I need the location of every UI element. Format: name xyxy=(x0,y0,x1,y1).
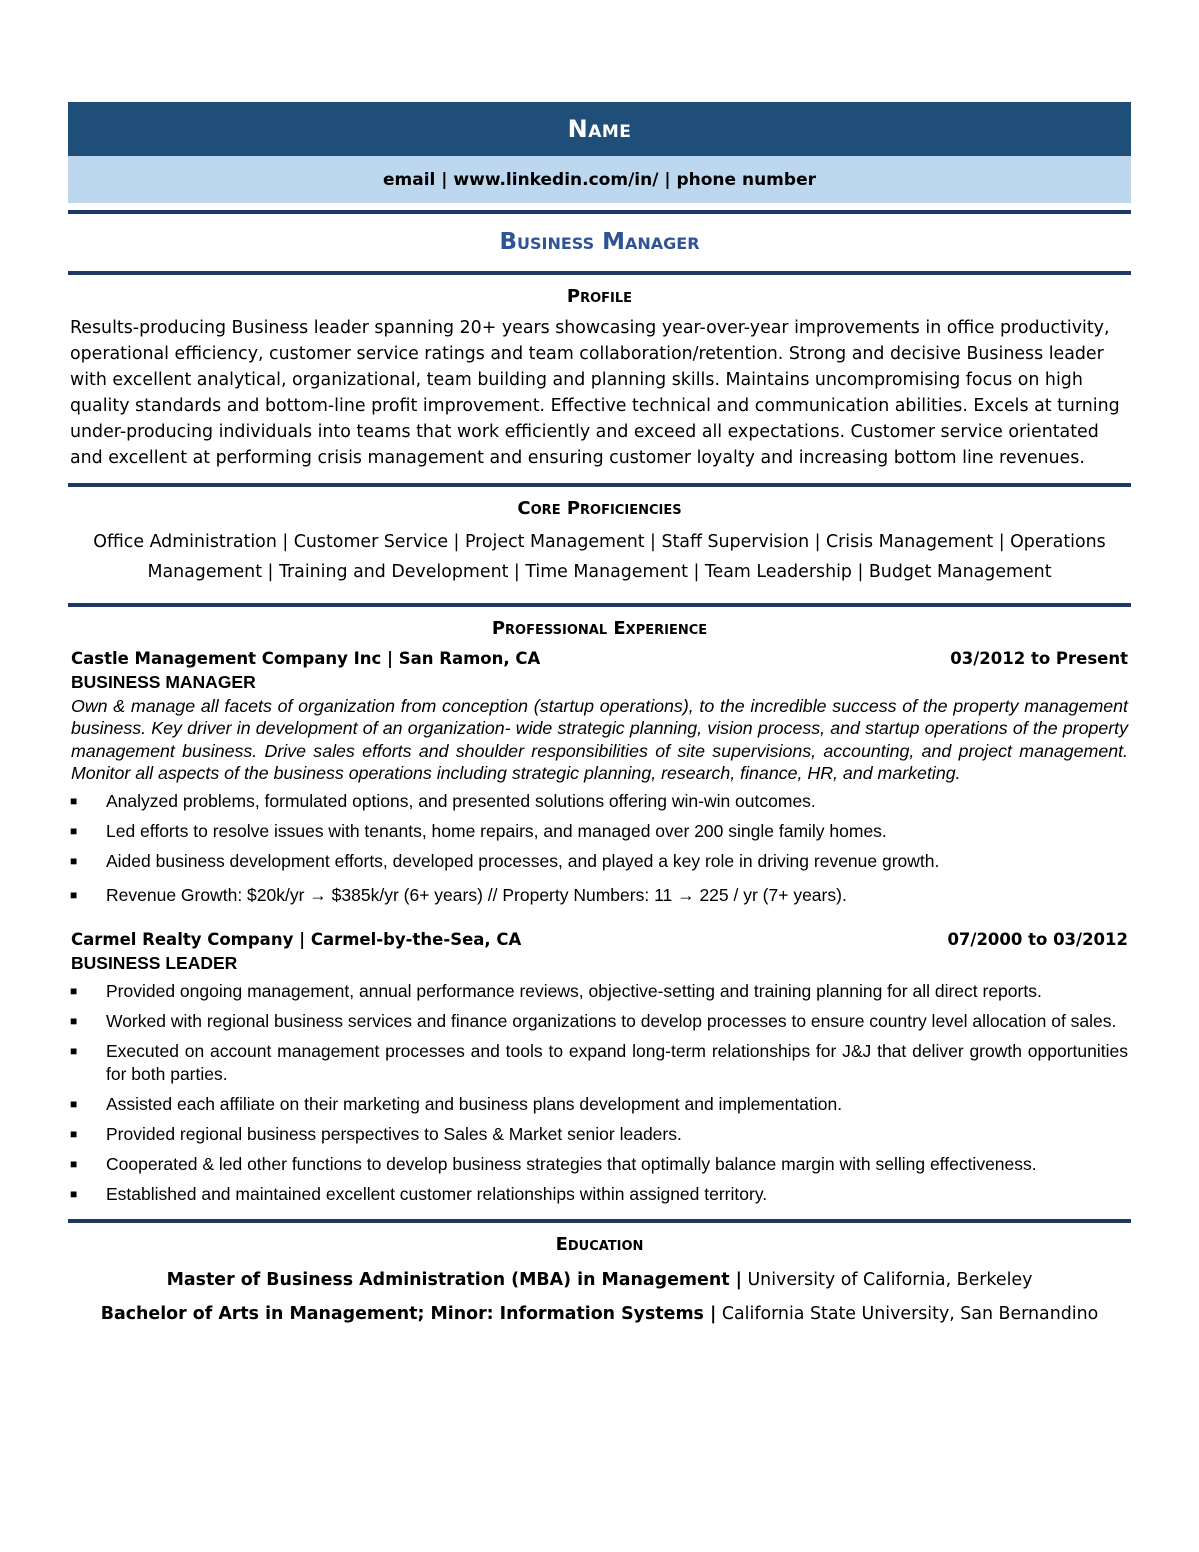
list-item: ■ Aided business development efforts, developed processes, and played a key role in driving revenue growth. xyxy=(70,851,940,872)
bullet-icon: ■ xyxy=(70,984,78,999)
job-company: Castle Management Company Inc | San Ramon, CA xyxy=(71,649,541,668)
bullet-icon: ■ xyxy=(70,1186,78,1201)
list-item: ■ Revenue Growth: $20k/yr → $385k/yr (6+ years) // Property Numbers: 11 → 225 / yr (7+ years). xyxy=(70,884,847,905)
list-item: ■ Assisted each affiliate on their marketing and business plans development and implementation. xyxy=(70,1093,843,1114)
bullet-icon: ■ xyxy=(70,1014,78,1029)
bullet-icon: ■ xyxy=(70,1126,78,1141)
job-dates: 03/2012 to Present xyxy=(950,649,1128,668)
job-summary: Own & manage all facets of organization from conception (startup operations), to the incredible success of the property management business. Key driver in development of an organization- wide strategic planning, vision process, and startup operations of the property management business. Drive sales efforts and shoulder responsibilities of site supervisions, accounting, and project management. Monitor all aspects of the business operations including strategic planning, research, finance, HR, and marketing. xyxy=(71,696,1128,783)
job-entry xyxy=(68,928,1131,1205)
bullet-icon: ■ xyxy=(70,824,78,839)
resume-page xyxy=(68,102,1131,1331)
education-degree: Bachelor of Arts in Management; Minor: Information Systems | xyxy=(100,1304,717,1325)
profile-heading: Profile xyxy=(566,286,633,307)
list-item: ■ Established and maintained excellent customer relationships within assigned territory. xyxy=(70,1183,768,1204)
profile-text: Results-producing Business leader spanning 20+ years showcasing year-over-year improvements in office productivity, operational efficiency, customer service ratings and team collaboration/retention. Strong and decisive Business leader with excellent analytical, organizational, team building and planning skills. Maintains uncompromising focus on high quality standards and bottom-line profit improvement. Effective technical and communication abilities. Excels at turning under-producing individuals into teams that work efficiently and exceed all expectations. Customer service orientated and excellent at performing crisis management and ensuring customer loyalty and increasing bottom line revenues. xyxy=(70,318,1120,468)
list-item: ■ Executed on account management processes and tools to expand long-term relationships for J&J that deliver growth opportunities for both parties. xyxy=(70,1041,1128,1084)
education-degree: Master of Business Administration (MBA) in Management | xyxy=(166,1270,742,1291)
bullet-icon: ■ xyxy=(70,887,78,902)
education-school: University of California, Berkeley xyxy=(747,1270,1033,1291)
education-item xyxy=(68,1297,1131,1331)
candidate-name: Name xyxy=(567,115,632,143)
list-item: ■ Analyzed problems, formulated options, and presented solutions offering win-win outcomes. xyxy=(70,791,816,812)
education-school: California State University, San Bernandino xyxy=(721,1304,1099,1325)
contact-info: email | www.linkedin.com/in/ | phone number xyxy=(383,169,816,190)
bullet-icon: ■ xyxy=(70,1156,78,1171)
list-item: ■ Provided regional business perspectives to Sales & Market senior leaders. xyxy=(70,1123,682,1144)
list-item: ■ Cooperated & led other functions to develop business strategies that optimally balance margin with selling effectiveness. xyxy=(70,1153,1037,1174)
experience-heading: Professional Experience xyxy=(491,618,708,639)
job-company: Carmel Realty Company | Carmel-by-the-Sea, CA xyxy=(71,930,522,950)
list-item: ■ Led efforts to resolve issues with tenants, home repairs, and managed over 200 single family homes. xyxy=(70,821,887,842)
list-item: ■ Provided ongoing management, annual performance reviews, objective-setting and training planning for all direct reports. xyxy=(70,981,1042,1002)
bullet-icon: ■ xyxy=(70,794,78,809)
profile-section xyxy=(68,315,1131,483)
education-item xyxy=(68,1263,1131,1297)
job-header xyxy=(68,647,1131,671)
job-title: Business Manager xyxy=(499,229,700,255)
core-proficiencies-heading: Core Proficiencies xyxy=(517,498,682,519)
job-entry xyxy=(68,647,1131,906)
bullet-icon: ■ xyxy=(70,1044,78,1059)
name-banner xyxy=(68,102,1131,156)
bullet-icon: ■ xyxy=(70,1096,78,1111)
job-bullets xyxy=(68,980,1131,1205)
job-role: BUSINESS MANAGER xyxy=(71,672,256,692)
list-item: ■ Worked with regional business services and finance organizations to develop processes to ensure country level allocation of sales. xyxy=(70,1011,1117,1032)
education-heading: Education xyxy=(555,1234,644,1256)
job-header xyxy=(68,928,1131,952)
core-proficiencies-list: Office Administration | Customer Service | Project Management | Staff Supervision | Crisis Management | Operations Management | Training and Development | Time Management | Team Leadership | Budget Management xyxy=(93,532,1106,582)
job-role: BUSINESS LEADER xyxy=(71,953,238,974)
bullet-icon: ■ xyxy=(70,854,78,869)
job-bullets xyxy=(68,790,1131,906)
job-dates: 07/2000 to 03/2012 xyxy=(947,930,1128,950)
contact-banner xyxy=(68,156,1131,203)
